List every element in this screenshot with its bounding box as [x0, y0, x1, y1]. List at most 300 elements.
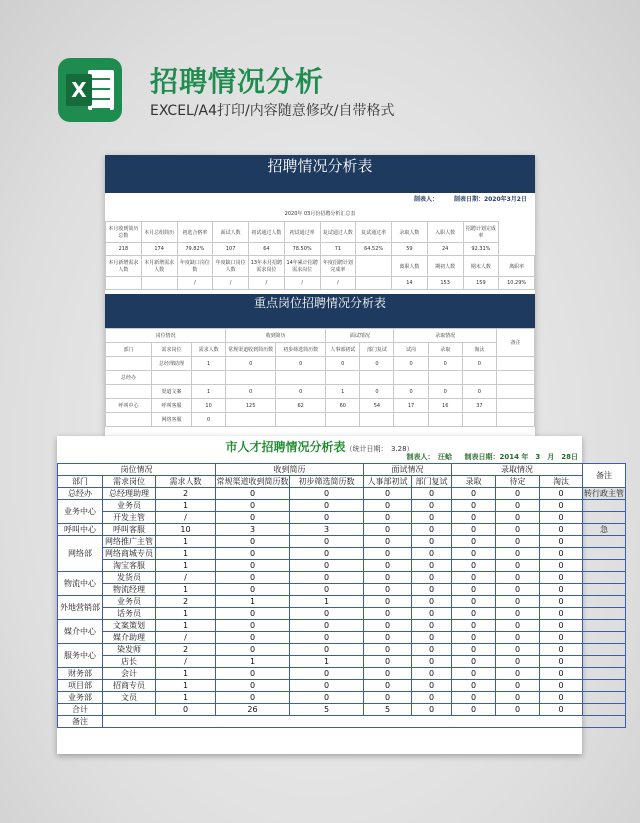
value-cell: 0 — [540, 644, 583, 656]
column-header: 淘汰 — [462, 343, 496, 357]
post-cell: 文员 — [103, 692, 156, 704]
note-cell — [583, 668, 626, 680]
summary-label: 离职率 — [499, 256, 535, 277]
stat-date: （统计日期： 3.28） — [345, 445, 414, 453]
value-cell: 0 — [290, 548, 364, 560]
summary-value: 24 — [427, 243, 463, 256]
table-row — [58, 548, 626, 560]
dept-cell: 总经办 — [106, 371, 152, 385]
value-cell — [276, 413, 326, 427]
value-cell — [326, 413, 360, 427]
column-header: 需求岗位 — [103, 476, 156, 488]
value-cell: 0 — [452, 680, 496, 692]
group-header: 备注 — [583, 464, 626, 488]
value-cell: 0 — [216, 584, 290, 596]
value-cell: 0 — [412, 536, 452, 548]
summary-subtitle: 2020年 03月份招聘分析汇总表 — [284, 211, 356, 217]
summary-value — [141, 277, 177, 290]
value-cell: 10 — [192, 399, 226, 413]
value-cell: 0 — [364, 548, 412, 560]
summary-label: 本月新增需求人数 — [141, 256, 177, 277]
value-cell: 0 — [364, 584, 412, 596]
value-cell: 0 — [412, 668, 452, 680]
dept-cell — [106, 413, 152, 427]
summary-label: 14年累计招聘需求岗位 — [284, 256, 320, 277]
value-cell: 0 — [452, 536, 496, 548]
value-cell: 0 — [364, 656, 412, 668]
note-cell — [497, 413, 535, 427]
value-cell: 0 — [412, 680, 452, 692]
value-cell: 0 — [156, 704, 216, 716]
value-cell: 0 — [276, 385, 326, 399]
value-cell: 1 — [326, 385, 360, 399]
summary-value: 153 — [427, 277, 463, 290]
value-cell: 0 — [496, 488, 540, 500]
value-cell: 0 — [452, 620, 496, 632]
table-row — [58, 560, 626, 572]
group-header: 面试情况 — [364, 464, 452, 476]
value-cell: 0 — [496, 512, 540, 524]
value-cell: 0 — [216, 560, 290, 572]
value-cell: 0 — [540, 512, 583, 524]
value-cell: 0 — [394, 357, 428, 371]
value-cell: 0 — [290, 620, 364, 632]
value-cell: 0 — [540, 680, 583, 692]
value-cell: 54 — [360, 399, 394, 413]
value-cell: 0 — [364, 692, 412, 704]
summary-label — [356, 256, 392, 277]
column-header: 淘汰 — [540, 476, 583, 488]
value-cell: 0 — [412, 656, 452, 668]
value-cell: 0 — [540, 500, 583, 512]
summary-label: 年度缺口岗位数 — [177, 256, 213, 277]
value-cell: 0 — [364, 500, 412, 512]
value-cell: 0 — [540, 572, 583, 584]
note-cell — [583, 560, 626, 572]
group-header: 面试情况 — [326, 329, 394, 343]
value-cell: 0 — [290, 500, 364, 512]
post-cell: 网络商城专员 — [103, 548, 156, 560]
group-header: 备注 — [497, 329, 535, 357]
post-cell: 网络推广主管 — [103, 536, 156, 548]
value-cell: 0 — [216, 512, 290, 524]
key-posts-table — [105, 328, 535, 427]
post-cell: 发货员 — [103, 572, 156, 584]
value-cell: 0 — [452, 548, 496, 560]
value-cell: 1 — [156, 500, 216, 512]
dept-cell: 财务部 — [58, 668, 103, 680]
dept-cell — [106, 357, 152, 371]
table-row — [58, 656, 626, 668]
note-cell — [497, 385, 535, 399]
dept-cell: 呼叫中心 — [58, 524, 103, 536]
table-row — [58, 608, 626, 620]
table-row — [106, 413, 535, 427]
sheet-title: 招聘情况分析表 — [105, 155, 535, 193]
value-cell: 0 — [540, 524, 583, 536]
note-cell — [583, 680, 626, 692]
group-header: 岗位情况 — [106, 329, 226, 343]
analysis-sheet-preview — [105, 155, 535, 445]
note-cell — [497, 371, 535, 385]
value-cell: 0 — [216, 548, 290, 560]
table-row — [58, 584, 626, 596]
post-cell — [103, 704, 156, 716]
creator-label: 制表人： 汪蛤 — [406, 453, 453, 461]
column-header: 需求人数 — [192, 343, 226, 357]
note-cell: 转行政主管 — [584, 488, 624, 498]
value-cell: 0 — [290, 608, 364, 620]
value-cell: 17 — [394, 399, 428, 413]
summary-label: 年度招聘计划完成率 — [320, 256, 356, 277]
post-cell: 物流经理 — [103, 584, 156, 596]
total-label: 合计 — [58, 704, 103, 716]
value-cell: 0 — [364, 644, 412, 656]
group-header: 收到简历 — [216, 464, 364, 476]
table-row — [58, 500, 626, 512]
note-cell — [583, 644, 626, 656]
value-cell: 0 — [216, 500, 290, 512]
dept-cell: 项目部 — [58, 680, 103, 692]
value-cell: 0 — [290, 680, 364, 692]
value-cell: 0 — [290, 632, 364, 644]
remark-row — [58, 716, 626, 728]
value-cell: 0 — [496, 644, 540, 656]
summary-label: 期初人数 — [427, 256, 463, 277]
note-cell — [497, 357, 535, 371]
summary-value: / — [320, 277, 356, 290]
page-title: 招聘情况分析 — [150, 65, 325, 98]
value-cell: 0 — [452, 512, 496, 524]
value-cell: 1 — [156, 560, 216, 572]
value-cell: 125 — [226, 399, 276, 413]
value-cell — [394, 413, 428, 427]
group-header: 收到简历 — [226, 329, 326, 343]
summary-label: 面试人数 — [213, 222, 249, 243]
value-cell: 1 — [290, 596, 364, 608]
column-header: 部门 — [106, 343, 152, 357]
summary-label: 录取人数 — [392, 222, 428, 243]
value-cell: 0 — [452, 656, 496, 668]
summary-label: 入职人数 — [427, 222, 463, 243]
post-cell: 店长 — [103, 656, 156, 668]
value-cell: 0 — [290, 668, 364, 680]
note-cell — [497, 399, 535, 413]
summary-label: 离职人数 — [392, 256, 428, 277]
value-cell: 0 — [496, 692, 540, 704]
value-cell: 0 — [216, 692, 290, 704]
summary-value: 174 — [141, 243, 177, 256]
value-cell: 0 — [540, 656, 583, 668]
table-row — [58, 644, 626, 656]
column-header: 常规渠道收到简历数 — [216, 476, 289, 486]
value-cell: 0 — [364, 596, 412, 608]
value-cell — [360, 413, 394, 427]
remark-cell — [103, 716, 626, 728]
value-cell — [462, 371, 496, 385]
post-cell: 话务员 — [103, 608, 156, 620]
post-cell: 总经理助理 — [152, 357, 192, 371]
summary-value: 64 — [249, 243, 285, 256]
table-row — [106, 385, 535, 399]
column-header: 试岗 — [394, 343, 428, 357]
table-row — [58, 512, 626, 524]
post-cell: 总经理助理 — [103, 488, 156, 500]
sheet-title-text: 市人才招聘情况分析表 — [225, 440, 346, 454]
value-cell: / — [156, 512, 216, 524]
value-cell: 0 — [364, 488, 412, 500]
value-cell: 1 — [216, 656, 290, 668]
value-cell: 0 — [496, 560, 540, 572]
value-cell: 0 — [540, 620, 583, 632]
remark-label: 备注 — [58, 716, 103, 728]
value-cell: 0 — [496, 572, 540, 584]
value-cell — [276, 371, 326, 385]
value-cell: 0 — [412, 500, 452, 512]
value-cell: 10 — [156, 524, 216, 536]
value-cell: 0 — [540, 488, 583, 500]
value-cell: 0 — [496, 548, 540, 560]
summary-label: 期末人数 — [463, 256, 499, 277]
post-cell: 文案策划 — [103, 620, 156, 632]
value-cell: 0 — [226, 357, 276, 371]
value-cell: 0 — [364, 524, 412, 536]
post-cell: 业务员 — [103, 596, 156, 608]
value-cell: 0 — [452, 488, 496, 500]
post-cell: 会计 — [103, 668, 156, 680]
value-cell: 0 — [540, 668, 583, 680]
table-row — [58, 692, 626, 704]
value-cell: 0 — [412, 584, 452, 596]
value-cell: 0 — [462, 357, 496, 371]
value-cell: 0 — [412, 524, 452, 536]
note-cell — [583, 692, 626, 704]
group-header: 录取情况 — [452, 464, 583, 476]
page-subtitle: EXCEL/A4打印/内容随意修改/自带格式 — [150, 103, 395, 119]
value-cell: 0 — [462, 385, 496, 399]
value-cell: 0 — [496, 584, 540, 596]
value-cell — [226, 371, 276, 385]
value-cell: 0 — [412, 512, 452, 524]
value-cell: 0 — [452, 500, 496, 512]
column-header: 人事部初试 — [364, 476, 412, 488]
value-cell: 1 — [290, 656, 364, 668]
value-cell: 2 — [156, 596, 216, 608]
value-cell: 0 — [364, 572, 412, 584]
value-cell: 0 — [496, 632, 540, 644]
note-cell — [583, 536, 626, 548]
value-cell: 1 — [156, 536, 216, 548]
dept-cell: 媒介中心 — [58, 620, 103, 644]
group-header: 岗位情况 — [58, 464, 216, 476]
value-cell: 1 — [156, 584, 216, 596]
value-cell: 0 — [452, 584, 496, 596]
value-cell: 0 — [540, 704, 583, 716]
table-row — [106, 357, 535, 371]
column-header: 待定 — [496, 476, 540, 488]
value-cell — [326, 371, 360, 385]
value-cell: 0 — [364, 536, 412, 548]
value-cell: 0 — [226, 385, 276, 399]
value-cell: 0 — [428, 357, 462, 371]
value-cell: 0 — [496, 500, 540, 512]
post-cell: 媒介助理 — [103, 632, 156, 644]
value-cell: 0 — [452, 692, 496, 704]
creator-label: 制表人： — [414, 196, 439, 203]
sheet-meta — [397, 452, 578, 462]
value-cell: 0 — [412, 560, 452, 572]
recruitment-sheet — [57, 436, 624, 754]
value-cell: 0 — [216, 632, 290, 644]
note-cell — [583, 656, 626, 668]
column-header: 录取 — [452, 476, 496, 488]
value-cell: 0 — [216, 536, 290, 548]
value-cell: 1 — [192, 357, 226, 371]
value-cell: 1 — [216, 596, 290, 608]
value-cell: 0 — [360, 357, 394, 371]
summary-value: / — [177, 277, 213, 290]
value-cell: 3 — [216, 524, 290, 536]
value-cell: 0 — [290, 584, 364, 596]
note-cell — [583, 632, 626, 644]
value-cell: 1 — [156, 668, 216, 680]
value-cell: 1 — [156, 680, 216, 692]
dept-cell — [106, 385, 152, 399]
value-cell: 0 — [216, 488, 290, 500]
value-cell: 0 — [364, 668, 412, 680]
value-cell: 0 — [540, 692, 583, 704]
table-row — [58, 668, 626, 680]
value-cell: 0 — [452, 560, 496, 572]
column-header: 人事部初试 — [326, 343, 360, 357]
value-cell: 0 — [216, 680, 290, 692]
value-cell — [192, 371, 226, 385]
value-cell — [428, 371, 462, 385]
summary-value: 59 — [392, 243, 428, 256]
value-cell: 0 — [290, 560, 364, 572]
column-header: 需求人数 — [156, 476, 216, 488]
summary-value: 71 — [320, 243, 356, 256]
value-cell: 0 — [540, 596, 583, 608]
summary-table — [105, 221, 535, 290]
post-cell — [152, 371, 192, 385]
summary-value: 78.50% — [284, 243, 320, 256]
summary-value: 92.31% — [463, 243, 499, 256]
value-cell: / — [156, 656, 216, 668]
summary-value: 218 — [106, 243, 142, 256]
value-cell: 0 — [496, 680, 540, 692]
summary-value: 14 — [392, 277, 428, 290]
summary-value — [106, 277, 142, 290]
summary-label: 13年本月招聘需求岗位 — [249, 256, 285, 277]
value-cell: 0 — [496, 704, 540, 716]
summary-value — [356, 277, 392, 290]
value-cell: 0 — [216, 620, 290, 632]
value-cell: 0 — [496, 536, 540, 548]
value-cell: 0 — [192, 413, 226, 427]
value-cell: 2 — [156, 488, 216, 500]
table-row — [106, 371, 535, 385]
value-cell: 1 — [156, 620, 216, 632]
value-cell: 0 — [412, 548, 452, 560]
value-cell: 0 — [412, 620, 452, 632]
value-cell: 0 — [216, 668, 290, 680]
post-cell: 网络客服 — [152, 413, 192, 427]
excel-logo-icon — [58, 58, 122, 122]
summary-label: 本月新增需求人数 — [106, 256, 142, 277]
value-cell: 0 — [452, 668, 496, 680]
summary-value: / — [213, 277, 249, 290]
value-cell: 2 — [156, 644, 216, 656]
group-header: 录取情况 — [394, 329, 497, 343]
summary-label: 初选合格率 — [177, 222, 213, 243]
table-row — [58, 536, 626, 548]
value-cell: 0 — [452, 572, 496, 584]
column-header: 部门 — [58, 476, 103, 488]
key-posts-title: 重点岗位招聘情况分析表 — [105, 294, 535, 328]
value-cell: 0 — [412, 488, 452, 500]
post-cell: 渠道文案 — [152, 385, 192, 399]
summary-value: 79.82% — [177, 243, 213, 256]
summary-value: 107 — [213, 243, 249, 256]
value-cell: 0 — [364, 620, 412, 632]
value-cell: 0 — [290, 644, 364, 656]
summary-value: 64.52% — [356, 243, 392, 256]
note-cell — [583, 608, 626, 620]
post-cell: 淘宝客服 — [103, 560, 156, 572]
date-label: 制表日期：2020年3月2日 — [453, 196, 527, 203]
dept-cell: 外地营销部 — [58, 596, 103, 620]
note-cell — [583, 548, 626, 560]
value-cell: 0 — [540, 560, 583, 572]
value-cell: 0 — [540, 536, 583, 548]
dept-cell: 业务中心 — [58, 500, 103, 524]
post-cell: 开发主管 — [103, 512, 156, 524]
value-cell: 0 — [452, 524, 496, 536]
table-row — [58, 524, 626, 536]
column-header: 常规渠道收到简历数 — [226, 343, 276, 357]
value-cell: 0 — [412, 644, 452, 656]
value-cell: 0 — [412, 596, 452, 608]
value-cell: 0 — [364, 512, 412, 524]
value-cell: 0 — [496, 608, 540, 620]
value-cell: 5 — [364, 704, 412, 716]
value-cell: 0 — [290, 488, 364, 500]
value-cell: 60 — [326, 399, 360, 413]
value-cell: 0 — [496, 620, 540, 632]
value-cell: 5 — [290, 704, 364, 716]
summary-value: / — [249, 277, 285, 290]
value-cell — [462, 413, 496, 427]
value-cell — [428, 413, 462, 427]
value-cell: 1 — [156, 692, 216, 704]
summary-value: 10.29% — [499, 277, 535, 290]
value-cell: 0 — [412, 572, 452, 584]
table-row — [58, 620, 626, 632]
value-cell: 1 — [192, 385, 226, 399]
value-cell: 0 — [364, 560, 412, 572]
summary-label: 招聘计划完成率 — [463, 222, 499, 243]
value-cell: / — [156, 572, 216, 584]
total-row — [58, 704, 626, 716]
value-cell: 0 — [394, 385, 428, 399]
value-cell: 0 — [412, 632, 452, 644]
post-cell: 业务员 — [103, 500, 156, 512]
sheet-meta — [105, 193, 535, 207]
summary-label: 复试通过率 — [356, 222, 392, 243]
note-cell — [583, 512, 626, 524]
value-cell: 0 — [496, 668, 540, 680]
